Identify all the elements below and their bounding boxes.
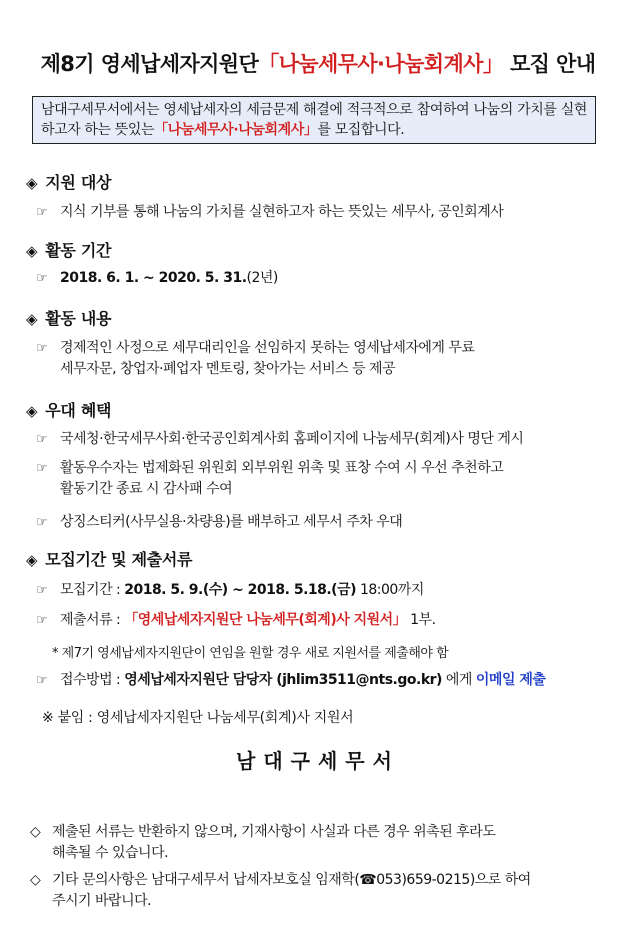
title-highlight: 「나눔세무사·나눔회계사」 bbox=[258, 52, 504, 76]
content-line-1: 경제적인 사정으로 세무대리인을 선임하지 못하는 영세납세자에게 무료 bbox=[60, 340, 475, 356]
content-line-2: 세무자문, 창업자·폐업자 멘토링, 찾아가는 서비스 등 제공 bbox=[60, 361, 396, 377]
apply-docs-label: 제출서류 : bbox=[60, 612, 125, 628]
footer-item-2 bbox=[30, 870, 602, 912]
intro-highlight: 「나눔세무사·나눔회계사」 bbox=[154, 122, 318, 138]
section-heading-text: 지원 대상 bbox=[45, 173, 112, 192]
apply-method-email: 이메일 제출 bbox=[475, 672, 546, 688]
attachment-note: ※ 붙임 : 영세납세자지원단 나눔세무(회계)사 지원서 bbox=[42, 710, 354, 726]
apply-period-label: 모집기간 : bbox=[60, 582, 125, 598]
hollow-diamond-icon: ◇ bbox=[30, 824, 41, 840]
apply-method-value: 영세납세자지원단 담당자 (jhlim3511@nts.go.kr) bbox=[124, 672, 442, 688]
apply-note: * 제7기 영세납세자지원단이 연임을 원할 경우 새로 지원서를 제출해야 함 bbox=[52, 646, 449, 661]
section-heading-text: 모집기간 및 제출서류 bbox=[45, 550, 193, 569]
apply-period-value: 2018. 5. 9.(수) ~ 2018. 5.18.(금) bbox=[124, 582, 357, 598]
benefit-item-1 bbox=[36, 429, 602, 450]
intro-suffix: 를 모집합니다. bbox=[317, 122, 405, 138]
section-heading-apply bbox=[26, 547, 192, 570]
pointing-hand-icon: ☞ bbox=[36, 673, 48, 688]
intro-box bbox=[32, 96, 596, 144]
period-note: (2년) bbox=[246, 270, 278, 286]
footer-item-2-line-1: 기타 문의사항은 남대구세무서 납세자보호실 임재학(☎053)659-0215)으로 하여 bbox=[52, 872, 531, 888]
diamond-icon: ◈ bbox=[26, 310, 38, 328]
benefit-item-2-line-2: 활동기간 종료 시 감사패 수여 bbox=[60, 481, 233, 497]
pointing-hand-icon: ☞ bbox=[36, 271, 48, 286]
apply-docs-suffix: 1부. bbox=[406, 612, 436, 628]
content-item bbox=[36, 338, 602, 380]
apply-period-item bbox=[36, 580, 602, 601]
section-heading-text: 활동 내용 bbox=[45, 309, 112, 328]
pointing-hand-icon: ☞ bbox=[36, 432, 48, 447]
section-heading-content bbox=[26, 306, 111, 329]
diamond-icon: ◈ bbox=[26, 551, 38, 569]
section-heading-benefits bbox=[26, 398, 111, 421]
pointing-hand-icon: ☞ bbox=[36, 205, 48, 220]
benefit-item-3 bbox=[36, 512, 602, 533]
period-dates: 2018. 6. 1. ~ 2020. 5. 31. bbox=[60, 270, 247, 286]
hollow-diamond-icon: ◇ bbox=[30, 872, 41, 888]
title-suffix: 모집 안내 bbox=[503, 52, 596, 76]
apply-method-mid: 에게 bbox=[441, 672, 476, 688]
footer-item-1-line-2: 해촉될 수 있습니다. bbox=[52, 845, 169, 861]
benefit-item-2-line-1: 활동우수자는 법제화된 위원회 외부위원 위촉 및 표창 수여 시 우선 추천하고 bbox=[60, 460, 504, 476]
section-heading-text: 우대 혜택 bbox=[45, 401, 112, 420]
diamond-icon: ◈ bbox=[26, 174, 38, 192]
pointing-hand-icon: ☞ bbox=[36, 341, 48, 356]
apply-method-item bbox=[36, 670, 602, 691]
target-item-text: 지식 기부를 통해 나눔의 가치를 실현하고자 하는 뜻있는 세무사, 공인회계사 bbox=[60, 204, 504, 220]
pointing-hand-icon: ☞ bbox=[36, 461, 48, 476]
benefit-item-2 bbox=[36, 458, 602, 500]
section-heading-target bbox=[26, 170, 111, 193]
apply-period-time: 18:00까지 bbox=[356, 582, 424, 598]
pointing-hand-icon: ☞ bbox=[36, 515, 48, 530]
apply-docs-value: 「영세납세자지원단 나눔세무(회계)사 지원서」 bbox=[124, 612, 407, 628]
page-title bbox=[0, 48, 636, 78]
benefit-item-1-text: 국세청·한국세무사회·한국공인회계사회 홈페이지에 나눔세무(회계)사 명단 게시 bbox=[60, 431, 524, 447]
apply-docs-item bbox=[36, 610, 602, 631]
target-item bbox=[36, 202, 602, 223]
footer-item-1-line-1: 제출된 서류는 반환하지 않으며, 기재사항이 사실과 다른 경우 위촉된 후라도 bbox=[52, 824, 496, 840]
footer-item-1 bbox=[30, 822, 602, 864]
pointing-hand-icon: ☞ bbox=[36, 583, 48, 598]
intro-text: 남대구세무서에서는 영세납세자의 세금문제 해결에 적극적으로 참여하여 나눔의 가치를 실현하고자 하는 뜻있는 bbox=[41, 102, 587, 138]
diamond-icon: ◈ bbox=[26, 402, 38, 420]
pointing-hand-icon: ☞ bbox=[36, 613, 48, 628]
office-name: 남대구세무서 bbox=[236, 749, 400, 773]
period-item bbox=[36, 268, 602, 289]
title-prefix: 제8기 영세납세자지원단 bbox=[40, 52, 259, 76]
footer-item-2-line-2: 주시기 바랍니다. bbox=[52, 893, 152, 909]
section-heading-text: 활동 기간 bbox=[45, 241, 112, 260]
benefit-item-3-text: 상징스티커(사무실용·차량용)를 배부하고 세무서 주차 우대 bbox=[60, 514, 403, 530]
diamond-icon: ◈ bbox=[26, 242, 38, 260]
section-heading-period bbox=[26, 238, 111, 261]
apply-method-label: 접수방법 : bbox=[60, 672, 125, 688]
